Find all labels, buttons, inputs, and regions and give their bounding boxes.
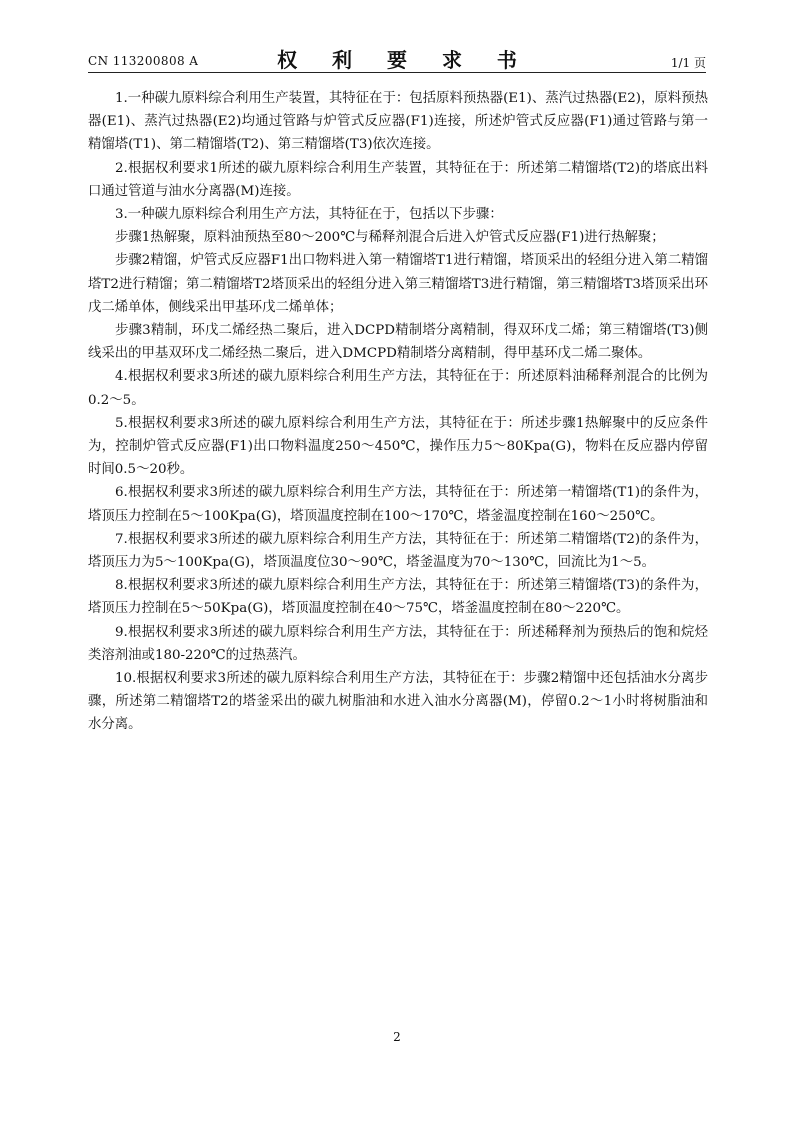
page-indicator: 1/1 页 bbox=[670, 56, 706, 70]
claim-5: 5.根据权利要求3所述的碳九原料综合利用生产方法，其特征在于：所述步骤1热解聚中的反应条件为，控制炉管式反应器(F1)出口物料温度250～450℃，操作压力5～80Kpa(G)，物料在反应器内停留时间0.5～20秒。 bbox=[88, 415, 708, 478]
claim-9: 9.根据权利要求3所述的碳九原料综合利用生产方法，其特征在于：所述稀释剂为预热后的饱和烷烃类溶剂油或180-220℃的过热蒸汽。 bbox=[88, 624, 708, 663]
claim-8: 8.根据权利要求3所述的碳九原料综合利用生产方法，其特征在于：所述第三精馏塔(T3)的条件为，塔顶压力控制在5～50Kpa(G)，塔顶温度控制在40～75℃，塔釜温度控制在80～220℃。 bbox=[88, 578, 708, 617]
claim-7: 7.根据权利要求3所述的碳九原料综合利用生产方法，其特征在于：所述第二精馏塔(T2)的条件为，塔顶压力为5～100Kpa(G)，塔顶温度位30～90℃，塔釜温度为70～130℃，回流比为1～5。 bbox=[88, 531, 708, 571]
claim-3-step-3: 步骤3精制，环戊二烯经热二聚后，进入DCPD精制塔分离精制，得双环戊二烯；第三精馏塔(T3)侧线采出的甲基双环戊二烯经热二聚后，进入DMCPD精制塔分离精制，得甲基环戊二烯二聚体。 bbox=[88, 323, 708, 362]
document-title: 权 利 要 求 书 bbox=[277, 48, 531, 72]
claim-6: 6.根据权利要求3所述的碳九原料综合利用生产方法，其特征在于：所述第一精馏塔(T1)的条件为，塔顶压力控制在5～100Kpa(G)，塔顶温度控制在100～170℃，塔釜温度控制在160～250℃。 bbox=[88, 485, 708, 524]
claims-body bbox=[88, 87, 708, 737]
claim-2: 2.根据权利要求1所述的碳九原料综合利用生产装置，其特征在于：所述第二精馏塔(T2)的塔底出料口通过管道与油水分离器(M)连接。 bbox=[88, 160, 708, 199]
patent-number: CN 113200808 A bbox=[88, 54, 199, 68]
claim-1: 1.一种碳九原料综合利用生产装置，其特征在于：包括原料预热器(E1)、蒸汽过热器(E2)，原料预热器(E1)、蒸汽过热器(E2)均通过管路与炉管式反应器(F1)连接，所述炉管式反应器(F1)通过管路与第一精馏塔(T1)、第二精馏塔(T2)、第三精馏塔(T3)依次连接。 bbox=[88, 91, 708, 153]
claim-4: 4.根据权利要求3所述的碳九原料综合利用生产方法，其特征在于：所述原料油稀释剂混合的比例为0.2～5。 bbox=[88, 369, 708, 408]
claim-3-step-2: 步骤2精馏，炉管式反应器F1出口物料进入第一精馏塔T1进行精馏，塔顶采出的轻组分进入第二精馏塔T2进行精馏；第二精馏塔T2塔顶采出的轻组分进入第三精馏塔T3进行精馏，第三精馏塔T3塔顶采出环戊二烯单体，侧线采出甲基环戊二烯单体； bbox=[88, 253, 708, 315]
page-number: 2 bbox=[393, 1030, 401, 1044]
claim-10: 10.根据权利要求3所述的碳九原料综合利用生产方法，其特征在于：步骤2精馏中还包括油水分离步骤，所述第二精馏塔T2的塔釜采出的碳九树脂油和水进入油水分离器(M)，停留0.2～1小时将树脂油和水分离。 bbox=[88, 671, 708, 733]
claim-3-step-1: 步骤1热解聚，原料油预热至80～200℃与稀释剂混合后进入炉管式反应器(F1)进行热解聚； bbox=[115, 230, 665, 246]
page-header bbox=[88, 44, 706, 72]
header-divider bbox=[88, 72, 706, 73]
claim-3: 3.一种碳九原料综合利用生产方法，其特征在于，包括以下步骤： bbox=[115, 207, 503, 223]
